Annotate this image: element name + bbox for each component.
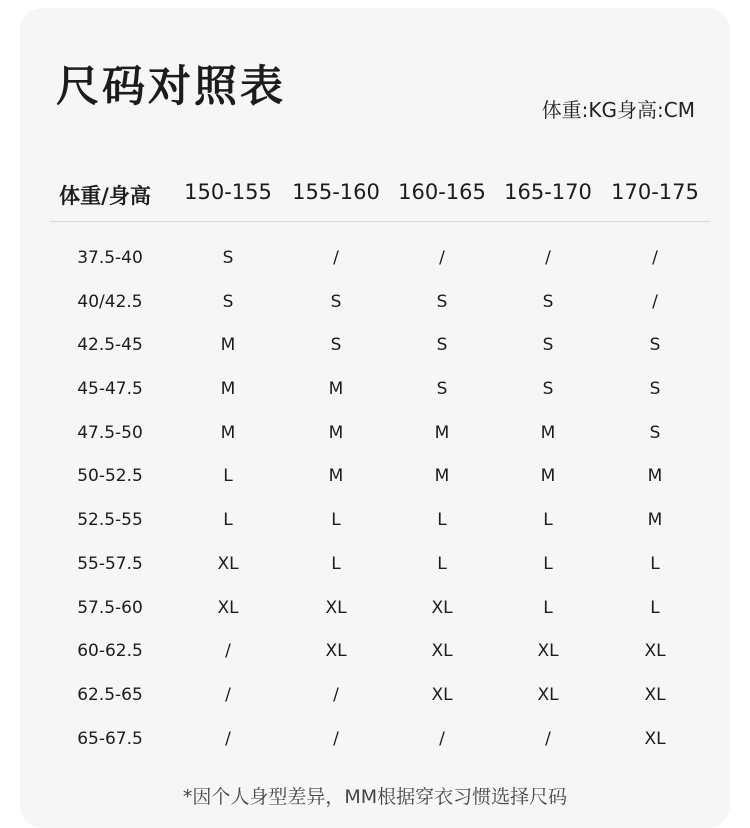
size-cell: L bbox=[223, 510, 233, 531]
weight-range-cell: 40/42.5 bbox=[77, 291, 143, 312]
size-cell: / bbox=[652, 291, 658, 312]
table-row bbox=[50, 717, 710, 761]
size-cell: M bbox=[220, 422, 236, 443]
size-table-body bbox=[50, 236, 710, 760]
size-cell: M bbox=[647, 466, 663, 487]
weight-range-cell: 37.5-40 bbox=[77, 248, 143, 268]
table-row bbox=[50, 236, 710, 280]
size-cell: L bbox=[650, 597, 660, 618]
size-cell: S bbox=[542, 379, 554, 400]
size-cell: S bbox=[330, 335, 342, 356]
size-cell: S bbox=[649, 335, 661, 356]
size-cell: / bbox=[225, 641, 231, 662]
table-row bbox=[50, 411, 710, 455]
size-cell: M bbox=[540, 466, 556, 487]
size-cell: S bbox=[436, 335, 448, 356]
size-cell: S bbox=[542, 291, 554, 312]
size-cell: / bbox=[545, 248, 551, 268]
header-height-col: 155-160 bbox=[292, 180, 380, 204]
size-cell: L bbox=[437, 553, 447, 574]
size-cell: XL bbox=[217, 597, 239, 618]
size-cell: XL bbox=[644, 728, 666, 749]
size-cell: M bbox=[220, 379, 236, 400]
size-cell: XL bbox=[325, 597, 347, 618]
size-cell: L bbox=[331, 553, 341, 574]
table-row bbox=[50, 323, 710, 367]
weight-range-cell: 57.5-60 bbox=[77, 597, 143, 618]
table-row bbox=[50, 629, 710, 673]
size-cell: XL bbox=[537, 684, 559, 705]
weight-range-cell: 52.5-55 bbox=[77, 510, 143, 531]
size-cell: L bbox=[543, 510, 553, 531]
size-cell: XL bbox=[537, 641, 559, 662]
size-cell: L bbox=[650, 553, 660, 574]
size-cell: L bbox=[331, 510, 341, 531]
size-cell: XL bbox=[644, 684, 666, 705]
page-title: 尺码对照表 bbox=[56, 62, 286, 112]
size-cell: / bbox=[225, 728, 231, 749]
weight-range-cell: 45-47.5 bbox=[77, 379, 143, 400]
header-height-col: 165-170 bbox=[504, 180, 592, 204]
size-cell: L bbox=[437, 510, 447, 531]
table-row bbox=[50, 542, 710, 586]
table-row bbox=[50, 454, 710, 498]
table-row bbox=[50, 673, 710, 717]
table-row bbox=[50, 280, 710, 324]
size-cell: L bbox=[543, 597, 553, 618]
table-row bbox=[50, 367, 710, 411]
header-height-col: 150-155 bbox=[184, 180, 272, 204]
size-cell: XL bbox=[431, 641, 453, 662]
size-cell: / bbox=[439, 248, 445, 268]
size-cell: / bbox=[333, 248, 339, 268]
table-row bbox=[50, 586, 710, 630]
header-height-col: 160-165 bbox=[398, 180, 486, 204]
footer-note: *因个人身型差异，MM根据穿衣习惯选择尺码 bbox=[182, 786, 568, 808]
size-cell: S bbox=[330, 291, 342, 312]
size-cell: S bbox=[649, 422, 661, 443]
size-cell: XL bbox=[325, 641, 347, 662]
size-cell: S bbox=[436, 379, 448, 400]
size-cell: S bbox=[542, 335, 554, 356]
size-cell: S bbox=[222, 291, 234, 312]
size-cell: XL bbox=[217, 553, 239, 574]
size-cell: L bbox=[543, 553, 553, 574]
weight-range-cell: 60-62.5 bbox=[77, 641, 143, 662]
size-cell: S bbox=[436, 291, 448, 312]
size-cell: XL bbox=[431, 684, 453, 705]
header-weight-height-label: 体重/身高 bbox=[59, 184, 151, 208]
size-cell: / bbox=[439, 728, 445, 749]
table-header bbox=[50, 172, 710, 220]
size-cell: M bbox=[434, 422, 450, 443]
size-cell: XL bbox=[644, 641, 666, 662]
size-cell: / bbox=[333, 728, 339, 749]
weight-range-cell: 62.5-65 bbox=[77, 684, 143, 705]
size-cell: S bbox=[222, 248, 234, 268]
weight-range-cell: 42.5-45 bbox=[77, 335, 143, 356]
size-cell: / bbox=[333, 684, 339, 705]
weight-range-cell: 47.5-50 bbox=[77, 422, 143, 443]
size-cell: XL bbox=[431, 597, 453, 618]
size-cell: / bbox=[652, 248, 658, 268]
weight-range-cell: 50-52.5 bbox=[77, 466, 143, 487]
size-cell: / bbox=[545, 728, 551, 749]
size-cell: M bbox=[434, 466, 450, 487]
weight-range-cell: 65-67.5 bbox=[77, 728, 143, 749]
size-cell: S bbox=[649, 379, 661, 400]
weight-range-cell: 55-57.5 bbox=[77, 553, 143, 574]
size-cell: L bbox=[223, 466, 233, 487]
header-height-col: 170-175 bbox=[611, 180, 699, 204]
table-row bbox=[50, 498, 710, 542]
size-cell: M bbox=[220, 335, 236, 356]
size-cell: M bbox=[328, 379, 344, 400]
size-cell: M bbox=[328, 466, 344, 487]
size-cell: M bbox=[540, 422, 556, 443]
unit-note: 体重:KG身高:CM bbox=[541, 98, 695, 122]
header-divider bbox=[50, 221, 710, 222]
size-cell: / bbox=[225, 684, 231, 705]
size-cell: M bbox=[647, 510, 663, 531]
size-cell: M bbox=[328, 422, 344, 443]
